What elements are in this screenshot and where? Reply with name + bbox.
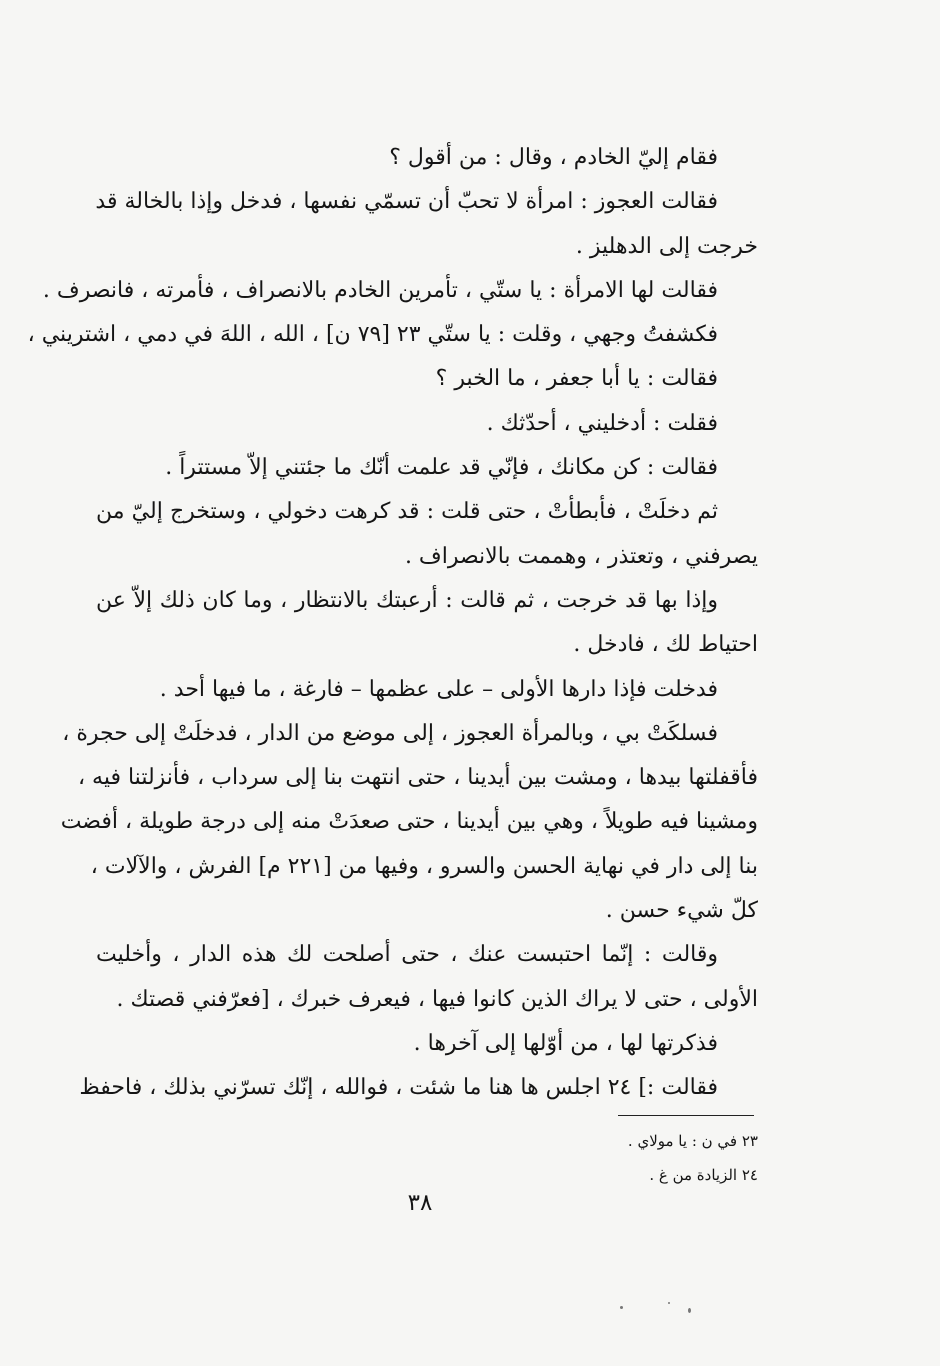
text-line: فقالت : يا أبا جعفر ، ما الخبر ؟: [435, 366, 718, 392]
text-line: فكشفتُ وجهي ، وقلت : يا ستّي ٢٣ [٧٩ ن] ، الله ، اللهَ في دمي ، اشتريني ،: [27, 322, 718, 348]
text-line: فقالت :] ٢٤ اجلس ها هنا ما شئت ، فوالله ، إنّك تسرّني بذلك ، فاحفظ: [79, 1075, 718, 1101]
text-line: فقالت العجوز : امرأة لا تحبّ أن تسمّي نفسها ، فدخل وإذا بالخالة قد: [95, 189, 718, 215]
footnotes: [500, 1124, 758, 1192]
text-line: كلّ شيء حسن .: [605, 898, 758, 924]
text-line: ثم دخلَتْ ، فأبطأتْ ، حتى قلت : قد كرهت دخولي ، وستخرج إليّ من: [96, 499, 718, 525]
text-line: خرجت إلى الدهليز .: [575, 233, 758, 259]
text-line: فذكرتها لها ، من أوّلها إلى آخرها .: [413, 1030, 718, 1056]
text-line: احتياط لك ، فادخل .: [573, 632, 758, 658]
footnote: ٢٣ في ن : يا مولاي .: [627, 1132, 758, 1150]
text-line: فقلت : أدخليني ، أحدّثك .: [486, 410, 718, 436]
text-line: فقالت لها الامرأة : يا ستّي ، تأمرين الخادم بالانصراف ، فأمرته ، فانصرف .: [42, 277, 718, 303]
page-number: ٣٨: [407, 1190, 433, 1216]
scan-speck: [668, 1302, 670, 1304]
scan-speck: [688, 1308, 691, 1313]
footnote-separator: [618, 1115, 754, 1116]
text-line: فأقفلتها بيدها ، ومشت بين أيدينا ، حتى انتهت بنا إلى سرداب ، فأنزلتنا فيه ،: [77, 765, 758, 791]
text-line: وقالت : إنّما احتبست عنك ، حتى أصلحت لك هذه الدار ، وأخليت: [96, 942, 718, 968]
text-line: فقالت : كن مكانك ، فإنّي قد علمت أنّك ما جئتني إلاّ مستتراً .: [165, 455, 718, 481]
text-line: وإذا بها قد خرجت ، ثم قالت : أرعبتك بالانتظار ، وما كان ذلك إلاّ عن: [96, 587, 718, 613]
text-line: يصرفني ، وتعتذر ، وهممت بالانصراف .: [404, 543, 758, 569]
text-line: فدخلت فإذا دارها الأولى – على عظمها – فارغة ، ما فيها أحد .: [159, 676, 718, 702]
text-line: الأولى ، حتى لا يراك الذين كانوا فيها ، فيعرف خبرك ، [فعرّفني قصتك .: [116, 986, 758, 1012]
footnote: ٢٤ الزيادة من غ .: [649, 1166, 758, 1184]
body-text: [27, 136, 758, 1111]
text-line: فسلكَتْ بي ، وبالمرأة العجوز ، إلى موضع من الدار ، فدخلَتْ إلى حجرة ،: [62, 720, 718, 746]
text-line: فقام إليّ الخادم ، وقال : من أقول ؟: [389, 145, 718, 170]
text-line: بنا إلى دار في نهاية الحسن والسرو ، وفيها من [٢٢١ م] الفرش ، والآلات ،: [90, 853, 758, 879]
text-line: ومشينا فيه طويلاً ، وهي بين أيدينا ، حتى صعدَتْ منه إلى درجة طويلة ، أفضت: [60, 809, 758, 835]
scan-speck: [620, 1306, 623, 1309]
